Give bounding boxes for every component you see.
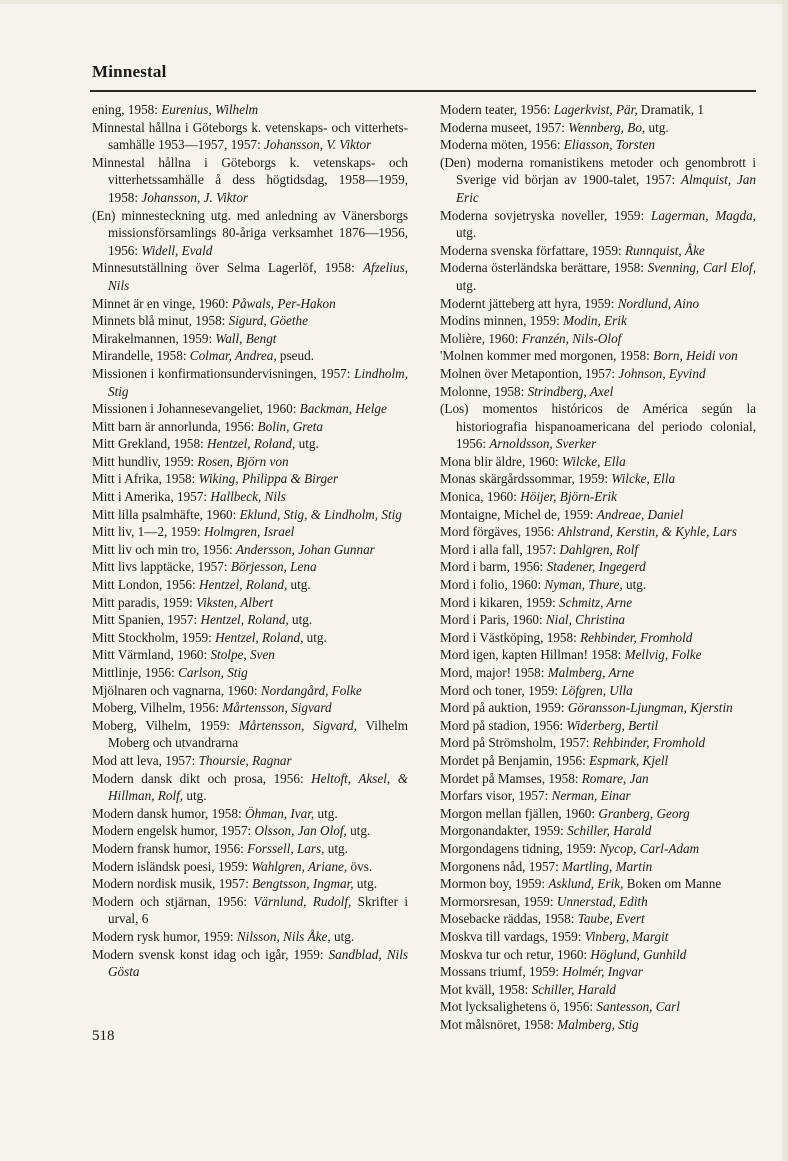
entry-author: Thoursie, Ragnar — [198, 752, 292, 768]
entry-title: Mitt London, 1956: — [92, 577, 199, 593]
index-entry — [440, 963, 756, 981]
entry-title: Modern isländsk poesi, 1959: — [92, 858, 252, 874]
index-entry — [92, 207, 408, 260]
index-entry — [440, 488, 756, 506]
index-entry — [92, 347, 408, 365]
entry-author: Asklund, Erik, — [548, 876, 624, 892]
entry-title: Moderna sovjetryska noveller, 1959: — [440, 207, 651, 223]
entry-author: Öhman, Ivar, — [244, 805, 315, 821]
entry-title: Mot lycksalighetens ö, 1956: — [440, 999, 597, 1015]
index-entry — [92, 365, 408, 400]
index-entry — [440, 470, 756, 488]
entry-title: Mitt paradis, 1959: — [92, 594, 197, 610]
entry-title: Mord på Strömsholm, 1957: — [440, 735, 593, 751]
index-entry — [440, 453, 756, 471]
index-entry — [440, 770, 756, 788]
entry-author: Rehbinder, Fromhold — [580, 629, 693, 645]
index-entry — [92, 154, 408, 207]
entry-title: Mord i alla fall, 1957: — [440, 541, 560, 557]
entry-title: Minnesutställning över Selma Lagerlöf, 1958: — [92, 260, 363, 276]
entry-title: ening, 1958: — [92, 102, 162, 117]
index-entry — [440, 154, 756, 207]
entry-title: Mitt barn är annorlunda, 1956: — [92, 418, 258, 434]
entry-title: Morgondagens tidning, 1959: — [440, 840, 600, 856]
entry-title: Modern teater, 1956: — [440, 102, 554, 117]
entry-title: Molnen över Metapontion, 1957: — [440, 365, 619, 381]
entry-title: Mitt Spanien, 1957: — [92, 612, 201, 628]
entry-title: Modern nordisk musik, 1957: — [92, 876, 253, 892]
index-entry — [92, 312, 408, 330]
entry-title: Morgonandakter, 1959: — [440, 823, 568, 839]
entry-title: Mitt Värmland, 1960: — [92, 647, 211, 663]
entry-author: Martling, Martin — [562, 858, 653, 874]
entry-author: Andreae, Daniel — [596, 506, 684, 522]
index-entry — [440, 383, 756, 401]
entry-author: Börjesson, Lena — [230, 559, 317, 575]
entry-title: Mord i Paris, 1960: — [440, 612, 546, 628]
entry-title: Mitt i Afrika, 1958: — [92, 471, 199, 487]
entry-author: Vinberg, Margit — [584, 928, 669, 944]
entry-author: Santesson, Carl — [596, 999, 680, 1015]
entry-title: Moderna österländska berättare, 1958: — [440, 260, 648, 276]
index-entry — [440, 541, 756, 559]
entry-author: Afzelius, Nils — [108, 260, 408, 293]
index-entry — [92, 594, 408, 612]
index-entry — [92, 506, 408, 524]
entry-author: Schmitz, Arne — [559, 594, 633, 610]
index-entry — [92, 928, 408, 946]
entry-title: Molonne, 1958: — [440, 383, 528, 399]
index-entry — [440, 136, 756, 154]
entry-author: Malmberg, Stig — [557, 1016, 639, 1032]
index-entry — [440, 998, 756, 1016]
index-entry — [440, 858, 756, 876]
entry-author: Colmar, Andrea, — [189, 348, 277, 364]
entry-author: Born, Heidi von — [653, 348, 738, 364]
entry-title: Mitt livs lapptäcke, 1957: — [92, 559, 231, 575]
entry-author: Johansson, J. Viktor — [141, 189, 249, 205]
entry-author: Rehbinder, Fromhold — [592, 735, 706, 751]
entry-author: Ahlstrand, Kerstin, & Kyhle, Lars — [557, 524, 737, 540]
entry-author: Olsson, Jan Olof, — [254, 823, 347, 839]
entry-title: Morgonens nåd, 1957: — [440, 858, 563, 874]
entry-author: Franzén, Nils-Olof — [521, 330, 622, 346]
entry-author: Nordangård, Folke — [260, 682, 362, 698]
entry-title: (Den) moderna romanistikens metoder och genombrott i Sverige vid början av 1900-talet, 1957: — [440, 154, 756, 188]
entry-author: Nyman, Thure, — [544, 577, 623, 593]
entry-author: Eurenius, Wilhelm — [161, 102, 259, 117]
index-entry — [92, 330, 408, 348]
entry-title: Moderna möten, 1956: — [440, 137, 564, 153]
entry-title: Minnestal hållna i Göteborgs k. vetenskaps- och vitterhets-samhälle 1953—1957, 1957: — [92, 119, 408, 153]
entry-title: Mord i folio, 1960: — [440, 577, 545, 593]
entry-title: Mord i barm, 1956: — [440, 559, 547, 575]
entry-title: Mormorsresan, 1959: — [440, 893, 557, 909]
entry-author: Nial, Christina — [545, 612, 626, 628]
index-entry — [440, 805, 756, 823]
index-entry — [92, 664, 408, 682]
index-entry — [440, 752, 756, 770]
index-entry — [440, 119, 756, 137]
entry-title: Morfars visor, 1957: — [440, 788, 552, 804]
entry-author: Stolpe, Sven — [210, 647, 275, 663]
entry-title: Mitt lilla psalmhäfte, 1960: — [92, 506, 240, 522]
entry-author: Mårtensson, Sigvard, — [238, 717, 357, 733]
index-entry — [92, 119, 408, 154]
index-entry — [440, 981, 756, 999]
page-top-edge — [0, 0, 788, 4]
entry-suffix: utg. — [330, 928, 355, 944]
entry-title: Mitt liv och min tro, 1956: — [92, 541, 236, 557]
entry-title: Moskva till vardags, 1959: — [440, 928, 585, 944]
index-entry — [92, 523, 408, 541]
entry-author: Wall, Bengt — [215, 330, 277, 346]
entry-author: Widerberg, Bertil — [566, 717, 659, 733]
entry-author: Nerman, Einar — [551, 788, 631, 804]
entry-title: Moderna svenska författare, 1959: — [440, 242, 625, 258]
page-right-edge — [782, 0, 788, 1161]
index-entry — [440, 734, 756, 752]
index-entry — [92, 576, 408, 594]
index-entry — [440, 207, 756, 242]
index-entry — [92, 453, 408, 471]
entry-author: Stadener, Ingegerd — [546, 559, 646, 575]
index-entry — [440, 594, 756, 612]
entry-title: Mitt i Amerika, 1957: — [92, 489, 211, 505]
page-number: 518 — [92, 1028, 115, 1044]
entry-title: Mot kväll, 1958: — [440, 981, 532, 997]
entry-author: Höijer, Björn-Erik — [520, 489, 617, 505]
index-entry — [92, 682, 408, 700]
entry-title: Moberg, Vilhelm, 1959: — [92, 717, 239, 733]
entry-suffix: Dramatik, 1 — [637, 102, 704, 117]
entry-author: Hentzel, Roland, — [200, 612, 289, 628]
index-entry — [440, 347, 756, 365]
left-column — [92, 101, 408, 981]
entry-title: Moberg, Vilhelm, 1956: — [92, 700, 223, 716]
entry-author: Hentzel, Roland, — [215, 629, 304, 645]
entry-author: Arnoldsson, Sverker — [489, 436, 597, 452]
entry-title: Mormon boy, 1959: — [440, 876, 549, 892]
entry-title: Mord, major! 1958: — [440, 665, 548, 680]
entry-suffix: övs. — [347, 858, 373, 874]
entry-title: Mordet på Benjamin, 1956: — [440, 752, 590, 768]
index-entry — [440, 242, 756, 260]
entry-author: Hallbeck, Nils — [210, 489, 286, 505]
entry-author: Värnlund, Rudolf, — [253, 893, 352, 909]
entry-title: Mitt hundliv, 1959: — [92, 453, 198, 469]
entry-author: Eliasson, Torsten — [563, 137, 655, 153]
entry-author: Johansson, V. Viktor — [264, 137, 372, 153]
index-entry — [440, 400, 756, 453]
entry-author: Wennberg, Bo, — [568, 119, 646, 135]
entry-suffix: Skrifter i urval, 6 — [108, 893, 408, 927]
entry-title: Mirandelle, 1958: — [92, 348, 190, 364]
entry-author: Modin, Erik — [563, 313, 627, 329]
entry-title: Mirakelmannen, 1959: — [92, 330, 216, 346]
index-entry — [92, 541, 408, 559]
entry-author: Höglund, Gunhild — [590, 946, 687, 962]
entry-suffix: utg. — [622, 577, 647, 593]
entry-title: Mod att leva, 1957: — [92, 752, 199, 768]
entry-author: Almquist, Jan Eric — [456, 172, 756, 205]
index-entry — [92, 717, 408, 752]
index-entry — [440, 1016, 756, 1034]
index-entry — [440, 576, 756, 594]
entry-author: Runnquist, Åke — [624, 242, 705, 258]
entry-author: Backman, Helge — [299, 401, 387, 417]
entry-suffix: pseud. — [276, 348, 314, 364]
entry-author: Romare, Jan — [581, 770, 649, 786]
entry-author: Wilcke, Ella — [561, 453, 626, 469]
entry-author: Löfgren, Ulla — [561, 682, 633, 698]
entry-author: Bolin, Greta — [257, 418, 323, 434]
entry-author: Lagerman, Magda, — [650, 207, 756, 223]
index-entry — [92, 858, 408, 876]
index-entry — [440, 312, 756, 330]
running-header-title: Minnestal — [92, 62, 167, 81]
index-entry — [92, 629, 408, 647]
entry-suffix: utg. — [645, 119, 669, 135]
entry-author: Mårtensson, Sigvard — [222, 700, 332, 716]
index-entry — [92, 418, 408, 436]
entry-author: Dahlgren, Rolf — [559, 541, 639, 557]
entry-author: Espmark, Kjell — [589, 752, 669, 768]
entry-title: Mord förgäves, 1956: — [440, 524, 558, 540]
entry-author: Göransson-Ljungman, Kjerstin — [567, 700, 733, 716]
index-entry — [92, 875, 408, 893]
index-entry — [92, 840, 408, 858]
entry-suffix: Vilhelm Moberg och utvandrarna — [108, 717, 408, 751]
index-entry — [440, 506, 756, 524]
index-entry — [440, 875, 756, 893]
entry-suffix: utg. — [456, 225, 477, 241]
entry-title: Modern engelsk humor, 1957: — [92, 823, 255, 839]
index-entry — [92, 893, 408, 928]
entry-author: Lagerkvist, Pär, — [553, 102, 638, 117]
entry-title: Missionen i konfirmationsundervisningen, 1957: — [92, 365, 355, 381]
index-entry — [440, 699, 756, 717]
index-entry — [440, 365, 756, 383]
entry-title: Modern fransk humor, 1956: — [92, 840, 248, 856]
entry-author: Hentzel, Roland, — [198, 577, 288, 593]
index-entry — [92, 435, 408, 453]
index-entry — [92, 558, 408, 576]
entry-title: Modern dansk dikt och prosa, 1956: — [92, 770, 312, 786]
entry-title: Molière, 1960: — [440, 330, 522, 346]
entry-title: Modins minnen, 1959: — [440, 313, 564, 329]
index-entry — [440, 558, 756, 576]
entry-author: Taube, Evert — [577, 911, 645, 927]
entry-title: Minnestal hållna i Göteborgs k. vetenskaps- och vitterhetssamhälle å dess högtidsdag, 1958—1959, 1958: — [92, 154, 408, 205]
entry-author: Schiller, Harald — [531, 981, 616, 997]
entry-title: Mord och toner, 1959: — [440, 682, 562, 698]
index-entry — [92, 488, 408, 506]
entry-author: Sigurd, Göethe — [228, 313, 308, 329]
entry-author: Malmberg, Arne — [547, 665, 635, 680]
entry-title: Modern rysk humor, 1959: — [92, 928, 237, 944]
right-column — [440, 101, 756, 1033]
entry-author: Nordlund, Aino — [617, 295, 700, 311]
entry-author: Unnerstad, Edith — [556, 893, 648, 909]
index-entry — [440, 946, 756, 964]
entry-title: Mitt Stockholm, 1959: — [92, 629, 216, 645]
entry-title: Monica, 1960: — [440, 489, 521, 505]
entry-author: Heltoft, Aksel, & Hillman, Rolf, — [108, 770, 408, 804]
index-entry — [440, 682, 756, 700]
entry-author: Holmér, Ingvar — [562, 964, 643, 980]
index-entry — [440, 664, 756, 682]
index-entry — [92, 946, 408, 981]
entry-suffix: utg. — [314, 805, 338, 821]
entry-author: Strindberg, Axel — [527, 383, 614, 399]
entry-author: Holmgren, Israel — [203, 524, 295, 540]
index-entry — [440, 629, 756, 647]
index-entry — [92, 646, 408, 664]
entry-title: Minnets blå minut, 1958: — [92, 313, 229, 329]
index-entry — [440, 893, 756, 911]
entry-title: Mord igen, kapten Hillman! 1958: — [440, 647, 625, 663]
index-entry — [92, 101, 408, 119]
entry-author: Wilcke, Ella — [611, 471, 676, 487]
entry-author: Mellvig, Folke — [624, 647, 702, 663]
entry-author: Viksten, Albert — [196, 594, 274, 610]
entry-suffix: utg. — [303, 629, 327, 645]
entry-title: Modern svensk konst idag och igår, 1959: — [92, 946, 329, 962]
entry-author: Påwals, Per-Hakon — [231, 295, 336, 311]
entry-title: (Los) momentos históricos de América según la historiografia hispanoamericana del periodo colonial, 1956: — [440, 401, 756, 452]
entry-suffix: utg. — [353, 876, 378, 892]
entry-title: Mord på auktion, 1959: — [440, 700, 568, 716]
entry-title: Modernt jätteberg att hyra, 1959: — [440, 295, 618, 311]
entry-title: Mittlinje, 1956: — [92, 665, 179, 680]
entry-title: Mordet på Mamses, 1958: — [440, 770, 582, 786]
entry-suffix: utg. — [324, 840, 348, 856]
entry-title: Monas skärgårdssommar, 1959: — [440, 471, 612, 487]
entry-title: Minnet är en vinge, 1960: — [92, 295, 232, 311]
entry-title: Modern dansk humor, 1958: — [92, 805, 245, 821]
entry-author: Lindholm, Stig — [108, 365, 408, 399]
entry-author: Carlson, Stig — [178, 665, 248, 680]
entry-author: Hentzel, Roland, — [207, 436, 296, 452]
entry-author: Widell, Evald — [141, 242, 213, 258]
entry-suffix: utg. — [295, 436, 319, 452]
index-entry — [92, 295, 408, 313]
header-rule — [90, 90, 756, 92]
entry-title: Morgon mellan fjällen, 1960: — [440, 805, 599, 821]
entry-author: Svenning, Carl Elof, — [647, 260, 756, 276]
index-entry — [92, 259, 408, 294]
entry-title: Mona blir äldre, 1960: — [440, 453, 562, 469]
index-entry — [92, 699, 408, 717]
index-entry — [92, 611, 408, 629]
entry-author: Nilsson, Nils Åke, — [236, 928, 331, 944]
entry-title: Moderna museet, 1957: — [440, 119, 569, 135]
entry-author: Nycop, Carl-Adam — [599, 840, 700, 856]
entry-title: Mot målsnöret, 1958: — [440, 1016, 558, 1032]
entry-author: Eklund, Stig, & Lindholm, Stig — [239, 506, 402, 522]
entry-author: Andersson, Johan Gunnar — [235, 541, 375, 557]
index-entry — [440, 611, 756, 629]
index-entry — [440, 295, 756, 313]
entry-title: Mjölnaren och vagnarna, 1960: — [92, 682, 261, 698]
entry-author: Wahlgren, Ariane, — [251, 858, 348, 874]
entry-author: Wiking, Philippa & Birger — [198, 471, 339, 487]
entry-title: Modern och stjärnan, 1956: — [92, 893, 254, 909]
index-entry — [440, 787, 756, 805]
index-entry — [92, 770, 408, 805]
index-entry — [440, 822, 756, 840]
index-entry — [440, 646, 756, 664]
entry-author: Bengtsson, Ingmar, — [252, 876, 354, 892]
index-entry — [440, 928, 756, 946]
entry-title: Mord i kikaren, 1959: — [440, 594, 560, 610]
entry-title: Montaigne, Michel de, 1959: — [440, 506, 597, 522]
entry-title: (En) minnesteckning utg. med anledning av Vänersborgs missionsförsamlings 80-åriga verksamhet 1876—1956, 1956: — [92, 207, 408, 258]
entry-title: Mitt liv, 1—2, 1959: — [92, 524, 204, 540]
entry-title: Mosebacke räddas, 1958: — [440, 911, 578, 927]
entry-author: Rosen, Björn von — [197, 453, 289, 469]
entry-title: 'Molnen kommer med morgonen, 1958: — [440, 348, 654, 364]
entry-title: Mord på stadion, 1956: — [440, 717, 567, 733]
index-entry — [92, 470, 408, 488]
entry-suffix: utg. — [346, 823, 371, 839]
index-entry — [440, 910, 756, 928]
index-entry — [440, 717, 756, 735]
entry-title: Mossans triumf, 1959: — [440, 964, 563, 980]
index-entry — [92, 400, 408, 418]
entry-title: Mitt Grekland, 1958: — [92, 436, 208, 452]
entry-suffix: utg. — [183, 788, 207, 804]
entry-title: Missionen i Johannesevangeliet, 1960: — [92, 401, 300, 417]
entry-author: Forssell, Lars, — [247, 840, 325, 856]
entry-title: Moskva tur och retur, 1960: — [440, 946, 591, 962]
index-entry — [440, 101, 756, 119]
entry-author: Johnson, Eyvind — [618, 365, 706, 381]
entry-suffix: Boken om Manne — [623, 876, 722, 892]
entry-suffix: utg. — [288, 612, 313, 628]
index-entry — [92, 822, 408, 840]
index-entry — [440, 330, 756, 348]
entry-suffix: utg. — [456, 277, 477, 293]
entry-author: Granberg, Georg — [598, 805, 690, 821]
index-entry — [440, 259, 756, 294]
index-entry — [92, 752, 408, 770]
index-entry — [440, 523, 756, 541]
entry-author: Sandblad, Nils Gösta — [108, 946, 408, 980]
index-entry — [440, 840, 756, 858]
entry-suffix: utg. — [287, 577, 311, 593]
index-entry — [92, 805, 408, 823]
entry-title: Mord i Västköping, 1958: — [440, 629, 581, 645]
entry-author: Schiller, Harald — [567, 823, 652, 839]
